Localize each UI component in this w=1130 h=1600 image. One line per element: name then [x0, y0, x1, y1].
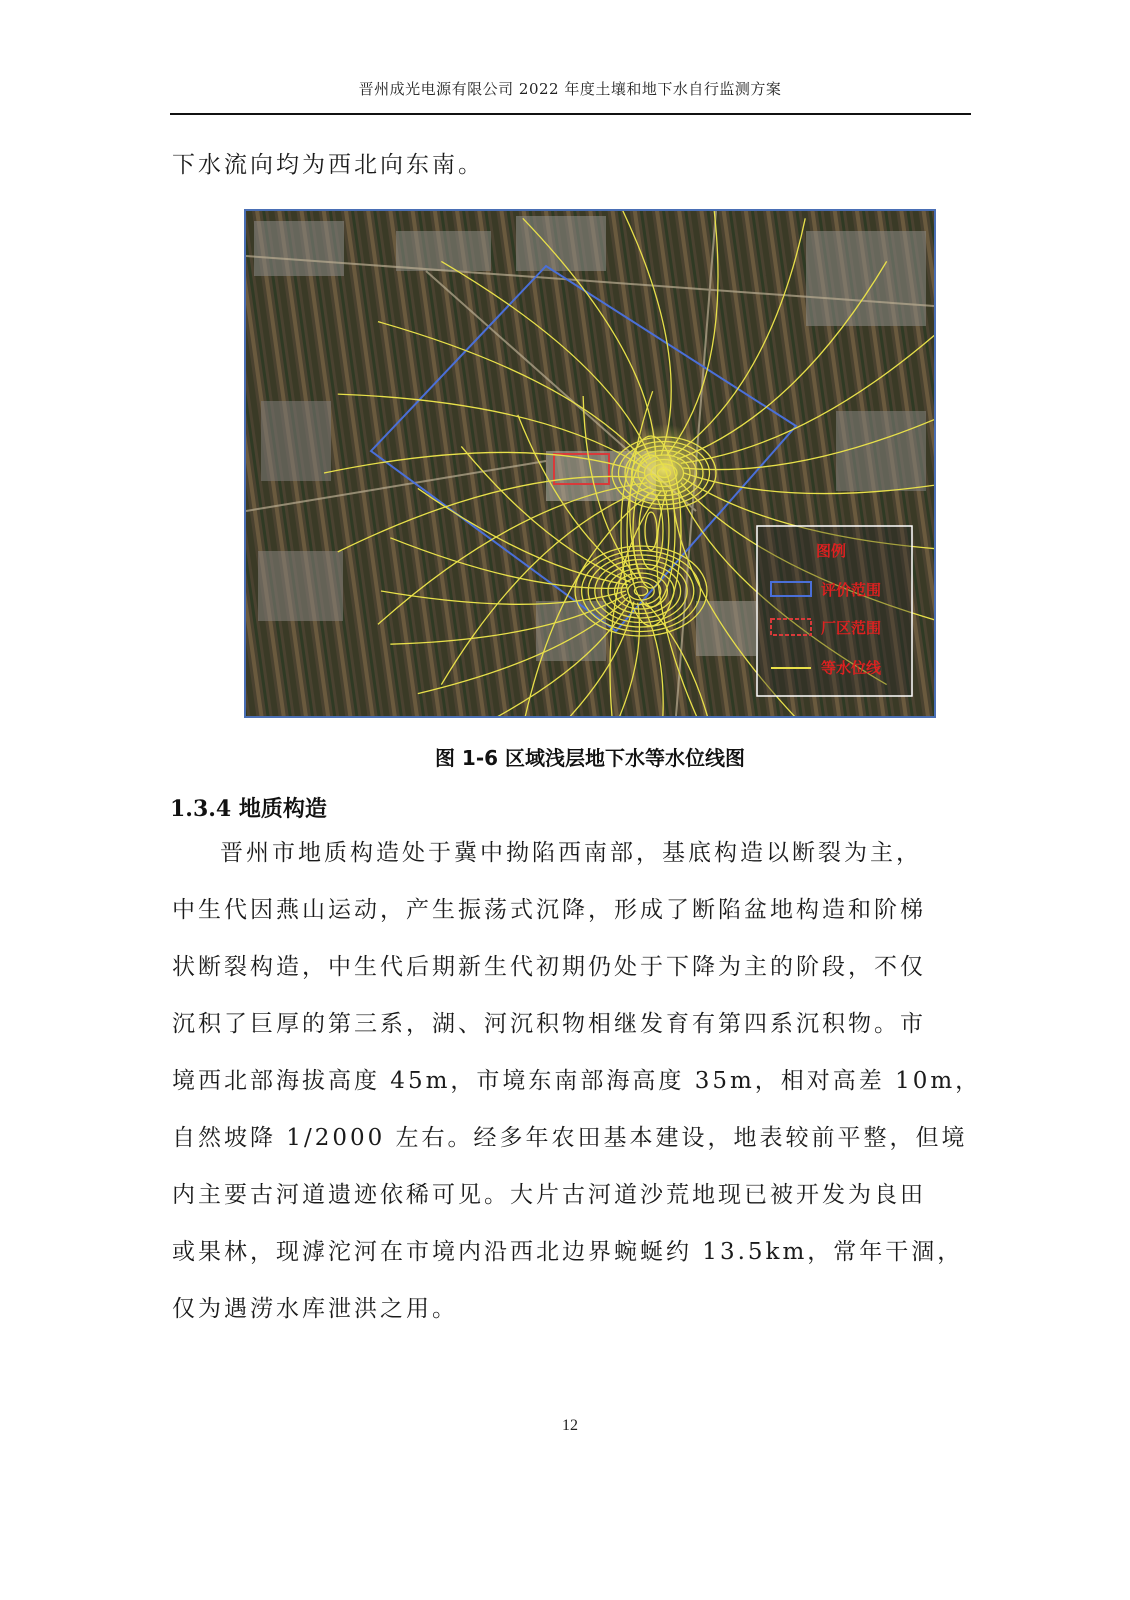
header-rule	[170, 113, 971, 115]
paragraph-line: 境西北部海拔高度 45m，市境东南部海高度 35m，相对高差 10m，	[172, 1068, 982, 1094]
paragraph-line: 或果林，现滹沱河在市境内沿西北边界蜿蜒约 13.5km，常年干涸，	[172, 1239, 964, 1265]
paragraph-line: 内主要古河道遗迹依稀可见。大片古河道沙荒地现已被开发为良田	[172, 1182, 926, 1208]
figure-caption: 图 1-6 区域浅层地下水等水位线图	[434, 746, 746, 770]
paragraph-line: 状断裂构造，中生代后期新生代初期仍处于下降为主的阶段，不仅	[172, 954, 926, 980]
section-heading: 1.3.4 地质构造	[170, 796, 327, 822]
paragraph-line: 自然坡降 1/2000 左右。经多年农田基本建设，地表较前平整，但境	[172, 1125, 968, 1151]
legend-item-evaluation-range: 评价范围	[821, 581, 882, 599]
satellite-contour-map	[246, 211, 934, 716]
paragraph-line: 中生代因燕山运动，产生振荡式沉降，形成了断陷盆地构造和阶梯	[172, 897, 926, 923]
page-header: 晋州成光电源有限公司 2022 年度土壤和地下水自行监测方案	[358, 80, 782, 98]
map-legend	[757, 526, 912, 696]
page-number: 12	[562, 1417, 578, 1434]
paragraph-line: 仅为遇涝水库泄洪之用。	[172, 1296, 458, 1322]
contour-map-figure	[244, 209, 936, 718]
legend-title: 图例	[816, 542, 847, 560]
paragraph-line: 晋州市地质构造处于冀中拗陷西南部，基底构造以断裂为主，	[220, 840, 922, 866]
intro-line: 下水流向均为西北向东南。	[172, 152, 484, 178]
legend-item-contour: 等水位线	[821, 659, 882, 677]
legend-item-plant-range: 厂区范围	[821, 619, 882, 637]
paragraph-line: 沉积了巨厚的第三系，湖、河沉积物相继发育有第四系沉积物。市	[172, 1011, 926, 1037]
